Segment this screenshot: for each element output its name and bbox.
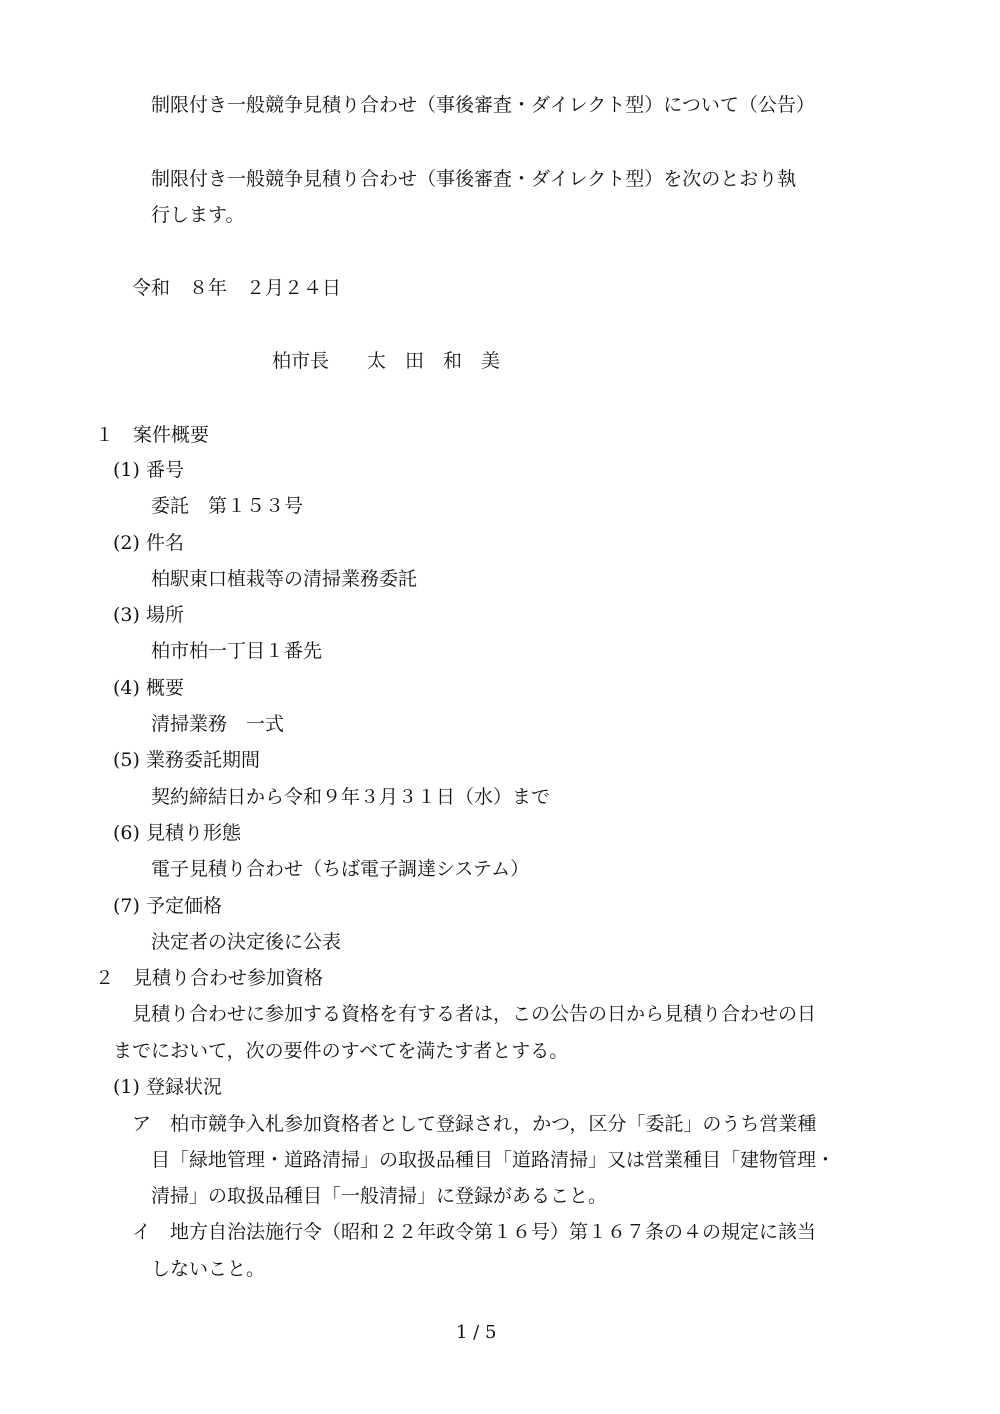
item-i-line-1: イ 地方自治法施行令（昭和２２年政令第１６号）第１６７条の４の規定に該当	[132, 1221, 817, 1243]
item-4-value: 清掃業務 一式	[151, 713, 285, 735]
intro-line-1: 制限付き一般競争見積り合わせ（事後審査・ダイレクト型）を次のとおり執	[151, 168, 797, 190]
document-title: 制限付き一般競争見積り合わせ（事後審査・ダイレクト型）について（公告）	[151, 94, 815, 116]
item-6-value: 電子見積り合わせ（ちば電子調達システム）	[151, 858, 530, 880]
item-i-line-2: しないこと。	[151, 1258, 266, 1280]
item-2-label: (2) 件名	[113, 532, 184, 554]
section-2-heading: ２ 見積り合わせ参加資格	[95, 967, 324, 989]
item-6-label: (6) 見積り形態	[113, 822, 241, 844]
item-3-label: (3) 場所	[113, 604, 184, 626]
item-a-line-1: ア 柏市競争入札参加資格者として登録され，かつ，区分「委託」のうち営業種	[132, 1113, 817, 1135]
item-7-value: 決定者の決定後に公表	[151, 931, 342, 953]
item-3-value: 柏市柏一丁目１番先	[151, 640, 323, 662]
item-a-line-2: 目「緑地管理・道路清掃」の取扱品種目「道路清掃」又は営業種目「建物管理・	[151, 1149, 836, 1171]
signature: 柏市長 太 田 和 美	[272, 350, 501, 372]
item-5-value: 契約締結日から令和９年３月３１日（水）まで	[151, 786, 551, 808]
item-7-label: (7) 予定価格	[113, 895, 222, 917]
item-a-line-3: 清掃」の取扱品種目「一般清掃」に登録があること。	[151, 1185, 608, 1207]
page-number: 1 / 5	[456, 1322, 497, 1343]
item-4-label: (4) 概要	[113, 677, 184, 699]
item-2-value: 柏駅東口植栽等の清掃業務委託	[151, 568, 418, 590]
section-2-para-line-1: 見積り合わせに参加する資格を有する者は，この公告の日から見積り合わせの日	[132, 1003, 817, 1025]
section-2-para-line-2: までにおいて，次の要件のすべてを満たす者とする。	[113, 1040, 569, 1062]
section-1-heading: １ 案件概要	[95, 424, 210, 446]
item-1-label: (1) 番号	[113, 459, 184, 481]
sub-1-label: (1) 登録状況	[113, 1076, 222, 1098]
item-5-label: (5) 業務委託期間	[113, 749, 260, 771]
item-1-value: 委託 第１５３号	[151, 495, 304, 517]
intro-line-2: 行します。	[151, 204, 245, 226]
notice-date: 令和 ８年 ２月２４日	[132, 277, 342, 299]
